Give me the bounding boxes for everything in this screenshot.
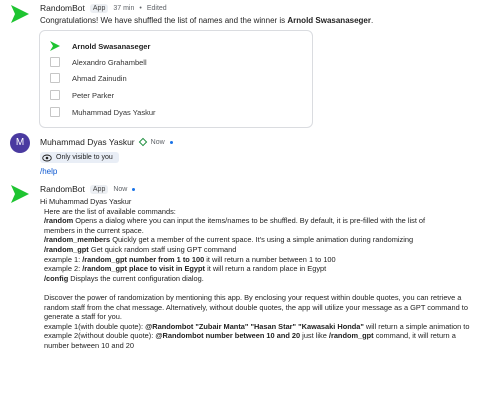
checkbox-icon[interactable]	[50, 107, 60, 117]
option-label: Muhammad Dyas Yaskur	[72, 107, 156, 117]
unread-dot-icon	[170, 141, 173, 144]
gpt-example-2	[40, 264, 480, 274]
visibility-chip	[40, 152, 119, 163]
sender-name[interactable]: RandomBot	[40, 3, 85, 13]
text-prefix: Congratulations! We have shuffled the list of names and the winner is	[40, 16, 288, 25]
mention-paragraph: Discover the power of randomization by mentioning this app. By enclosing your request within double quotes, you can retrieve a random staff from the chat message. Alternatively, without double quotes, the app will utilize your message as a GPT command to generate a staff for you.	[44, 292, 468, 322]
example-suffix: command, it will return a number between 10 and 20	[44, 331, 456, 350]
example-command: @Randombot number between 10 and 20	[155, 331, 301, 341]
message-header	[40, 184, 135, 194]
randombot-logo-icon[interactable]	[10, 4, 30, 24]
command-name: /random_gpt	[44, 244, 89, 254]
command-random-members	[40, 235, 480, 245]
command-name: /random_members	[44, 235, 111, 245]
timestamp: Now	[150, 138, 165, 146]
verified-diamond-icon	[138, 138, 146, 146]
unread-dot-icon	[132, 188, 135, 191]
separator-dot: •	[139, 4, 142, 12]
mention-example-1	[40, 322, 480, 332]
timestamp: 37 min	[113, 4, 135, 12]
text-suffix: .	[371, 16, 374, 25]
edited-label: Edited	[146, 4, 167, 12]
sender-name[interactable]: RandomBot	[40, 184, 85, 194]
help-text	[40, 197, 480, 351]
option-row[interactable]	[50, 72, 127, 84]
message-text	[40, 16, 373, 25]
winner-arrow-icon	[50, 41, 60, 51]
command-random-cont: members in the current space.	[44, 225, 144, 235]
checkbox-icon[interactable]	[50, 57, 60, 67]
timestamp: Now	[113, 185, 128, 193]
example-command: /random_gpt	[328, 331, 374, 341]
message-header	[40, 3, 167, 13]
user-avatar[interactable]: M	[10, 133, 30, 153]
example-prefix: example 2:	[44, 264, 83, 274]
option-row[interactable]	[50, 106, 156, 118]
example-prefix: example 1:	[44, 254, 83, 264]
option-row[interactable]	[50, 89, 114, 101]
command-text[interactable]: /help	[40, 167, 58, 176]
option-label: Peter Parker	[72, 90, 115, 100]
checkbox-icon[interactable]	[50, 90, 60, 100]
mention-example-2	[40, 331, 480, 350]
example-prefix: example 2(without double quote):	[44, 331, 156, 341]
app-badge: App	[90, 185, 108, 194]
example-prefix: example 1(with double quote):	[44, 321, 146, 331]
option-label: Ahmad Zainudin	[72, 73, 127, 83]
command-desc: Get quick random staff using GPT command	[88, 244, 237, 254]
visibility-label: Only visible to you	[56, 154, 113, 161]
option-row[interactable]	[50, 56, 147, 68]
greeting: Hi Muhammad Dyas Yaskur	[40, 197, 132, 206]
example-mid: just like	[300, 331, 329, 341]
command-desc: Opens a dialog where you can input the items/names to be shuffled. By default, it is pre-filled with the list of	[73, 216, 426, 226]
command-name: /config	[44, 273, 69, 283]
eye-icon	[42, 154, 52, 162]
command-desc: Quickly get a member of the current space. It's using a simple animation during randomizing	[110, 235, 414, 245]
command-name: /random	[44, 216, 74, 226]
winner-name: Arnold Swasanaseger	[287, 16, 371, 25]
option-label: Alexandro Grahambell	[72, 57, 147, 67]
spacer	[40, 283, 480, 293]
example-suffix: it will return a random place in Egypt	[205, 264, 327, 274]
gpt-example-1	[40, 255, 480, 265]
app-badge: App	[90, 4, 108, 13]
command-random	[40, 216, 480, 226]
option-row[interactable]	[50, 40, 150, 52]
example-command: @Randombot "Zubair Manta" "Hasan Star" "Kawasaki Honda"	[145, 321, 364, 331]
help-intro: Here are the list of available commands:	[44, 206, 176, 216]
command-config	[40, 274, 480, 284]
example-command: /random_gpt place to visit in Egypt	[82, 264, 206, 274]
checkbox-icon[interactable]	[50, 73, 60, 83]
randombot-logo-icon[interactable]	[10, 184, 30, 204]
option-label: Arnold Swasanaseger	[72, 41, 151, 51]
command-desc: Displays the current configuration dialog.	[68, 273, 204, 283]
sender-name[interactable]: Muhammad Dyas Yaskur	[40, 137, 135, 147]
message-header	[40, 137, 173, 147]
example-command: /random_gpt number from 1 to 100	[82, 254, 205, 264]
shuffle-result-card	[39, 30, 313, 128]
example-suffix: will return a simple animation to	[363, 321, 470, 331]
command-random-gpt	[40, 245, 480, 255]
example-suffix: it will return a number between 1 to 100	[204, 254, 336, 264]
